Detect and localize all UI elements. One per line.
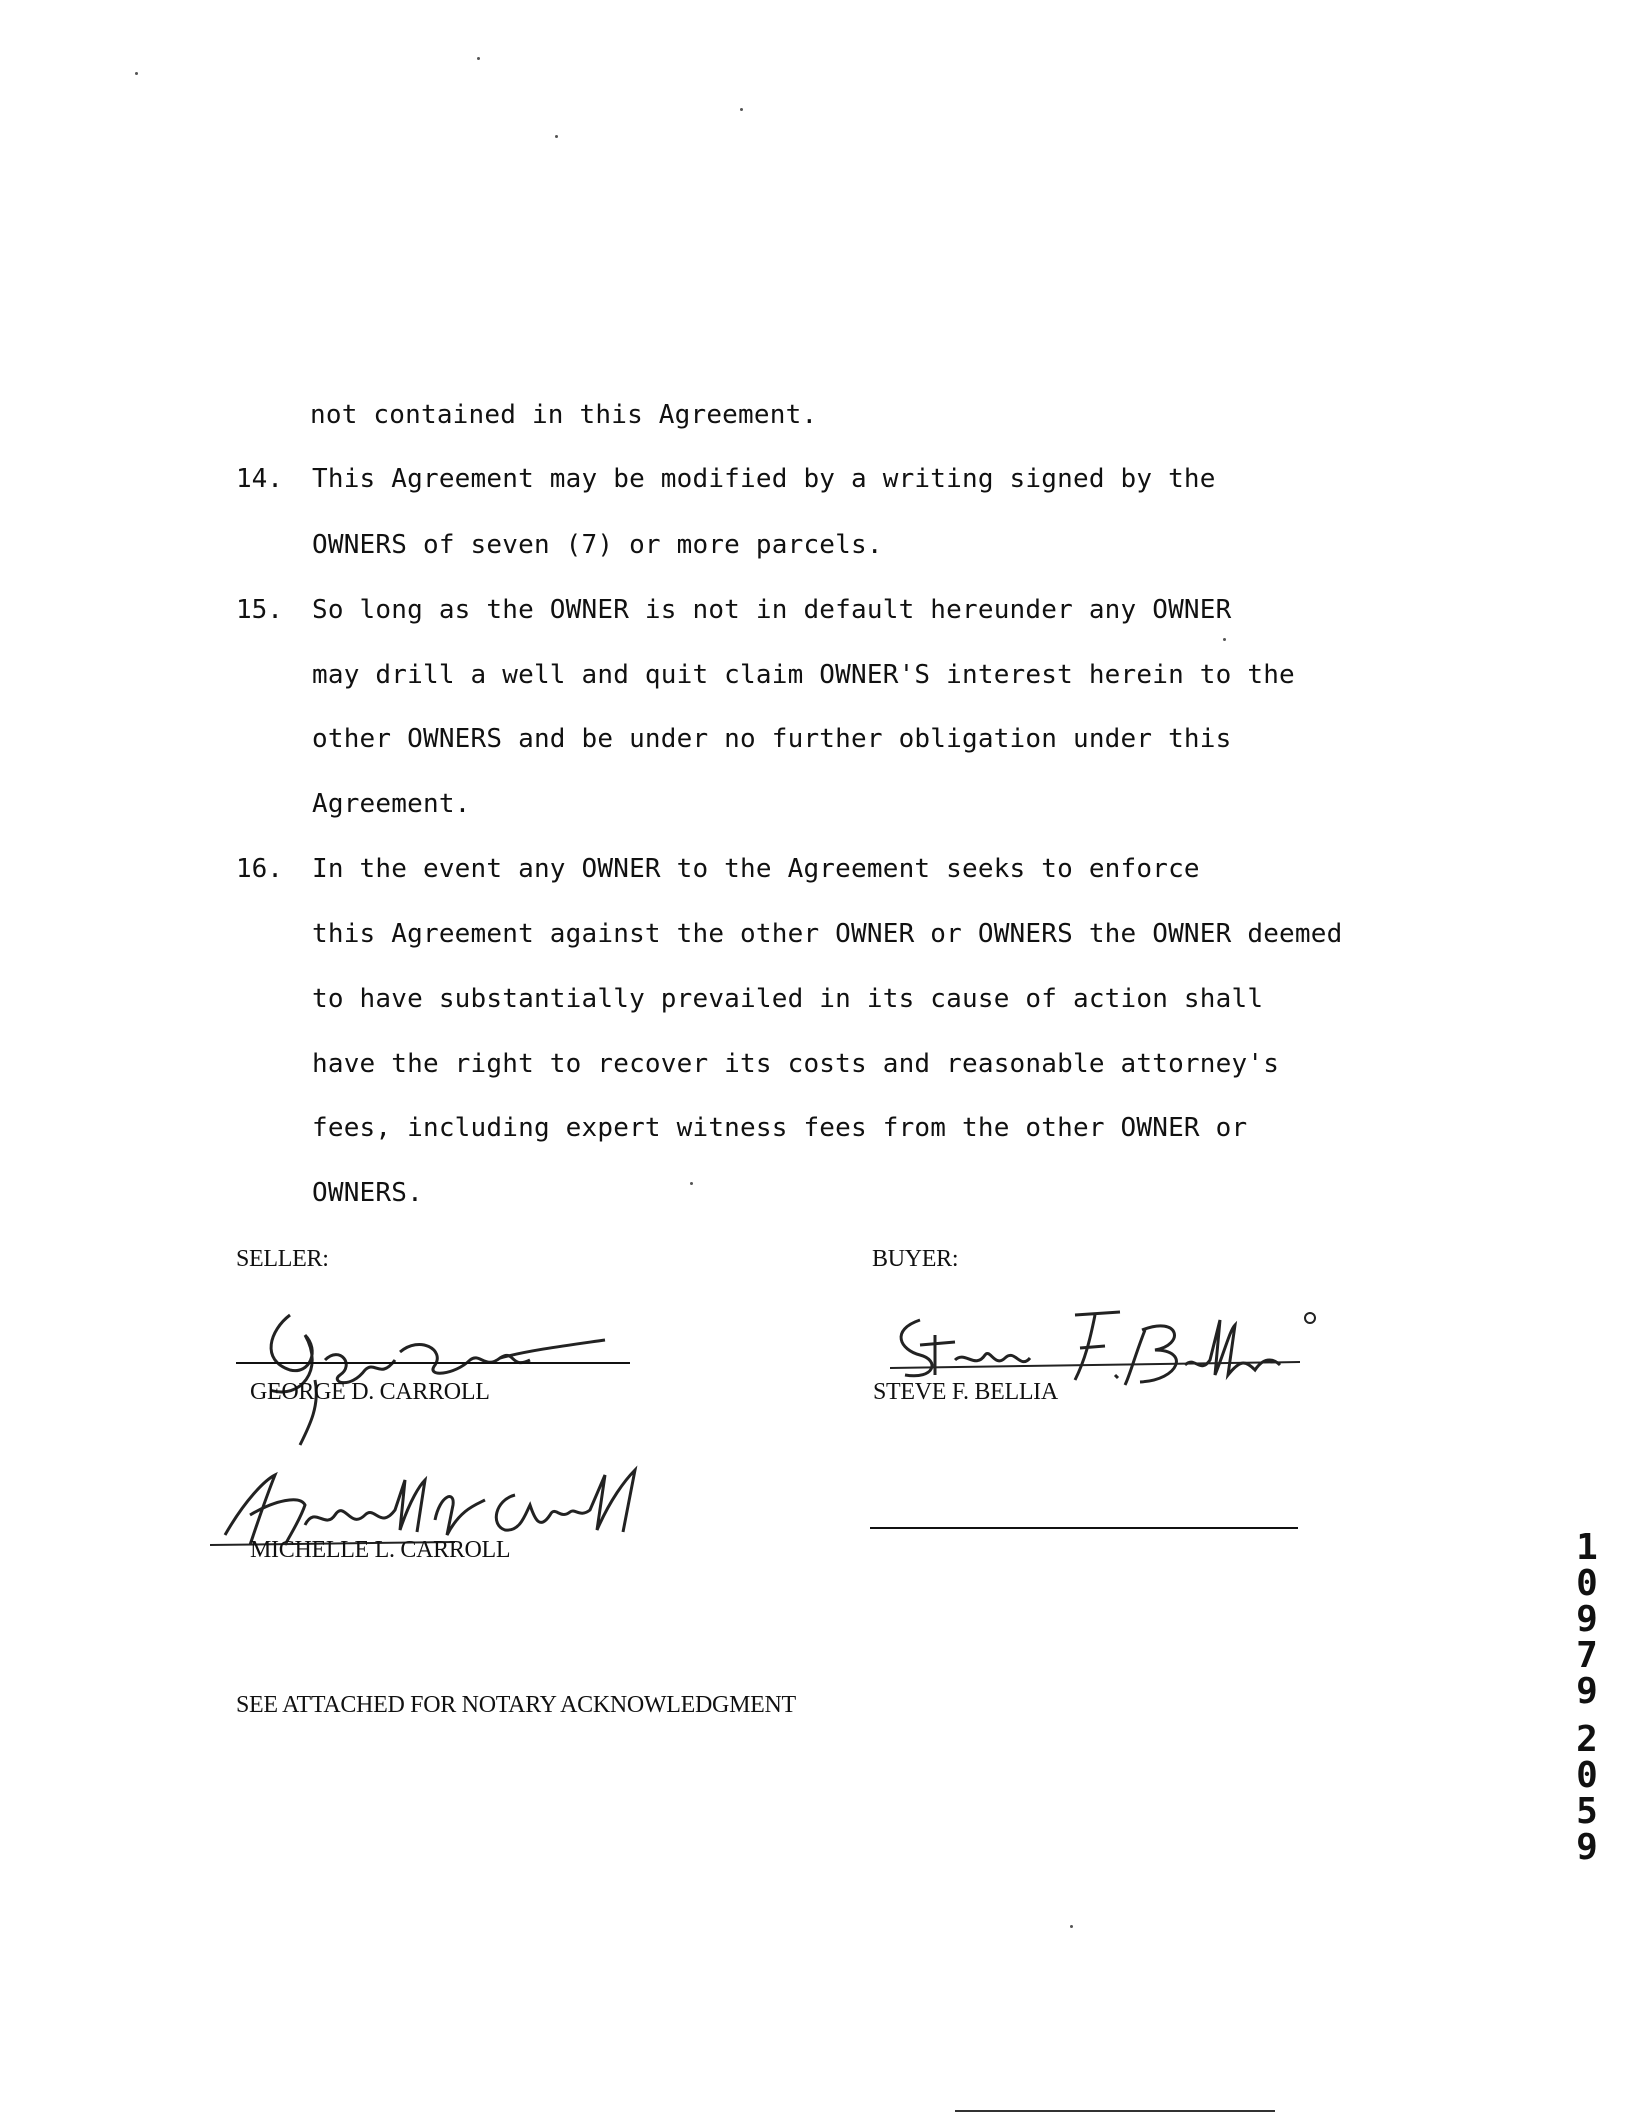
scan-speck: [477, 57, 480, 60]
buyer-2-signature-line: [870, 1527, 1298, 1529]
seller-george-signature: [230, 1290, 650, 1450]
scan-speck: [1070, 1925, 1073, 1928]
notary-note: SEE ATTACHED FOR NOTARY ACKNOWLEDGMENT: [236, 1692, 796, 1718]
item-number-14: 14.: [236, 464, 283, 494]
buyer-1-name: STEVE F. BELLIA: [873, 1379, 1058, 1405]
scan-speck: [740, 108, 743, 111]
stamp-digit: 0: [1576, 1563, 1598, 1604]
body-line-9: this Agreement against the other OWNER or OWNERS the OWNER deemed: [312, 919, 1343, 949]
body-line-11: have the right to recover its costs and reasonable attorney's: [312, 1049, 1280, 1079]
body-line-5: may drill a well and quit claim OWNER'S interest herein to the: [312, 660, 1295, 690]
stamp-digit: 5: [1576, 1791, 1598, 1832]
body-line-2: This Agreement may be modified by a writing signed by the: [312, 464, 1216, 494]
seller-label: SELLER:: [236, 1246, 329, 1272]
seller-1-name: GEORGE D. CARROLL: [250, 1379, 490, 1405]
seller-1-signature-line: [236, 1362, 630, 1364]
stamp-digit: 1: [1576, 1527, 1598, 1568]
recording-stamp-bottom: [1562, 1719, 1612, 1868]
stamp-digit: 9: [1576, 1599, 1598, 1640]
stamp-digit: 9: [1576, 1827, 1598, 1868]
recording-stamp-top: [1562, 1527, 1612, 1712]
scan-speck: [135, 72, 138, 75]
body-line-12: fees, including expert witness fees from the other OWNER or: [312, 1113, 1248, 1143]
body-line-13: OWNERS.: [312, 1178, 423, 1208]
scan-speck: [690, 1182, 693, 1185]
body-line-3: OWNERS of seven (7) or more parcels.: [312, 530, 883, 560]
seller-2-name: MICHELLE L. CARROLL: [250, 1537, 511, 1563]
body-line-7: Agreement.: [312, 789, 471, 819]
item-number-16: 16.: [236, 854, 283, 884]
body-line-8: In the event any OWNER to the Agreement seeks to enforce: [312, 854, 1200, 884]
stamp-digit: 2: [1576, 1719, 1598, 1760]
body-line-6: other OWNERS and be under no further obligation under this: [312, 724, 1232, 754]
body-line-4: So long as the OWNER is not in default hereunder any OWNER: [312, 595, 1232, 625]
stamp-digit: 0: [1576, 1755, 1598, 1796]
scan-speck: [1223, 638, 1226, 641]
item-number-15: 15.: [236, 595, 283, 625]
buyer-label: BUYER:: [872, 1246, 959, 1272]
footer-rule: [955, 2110, 1275, 2112]
body-line-1: not contained in this Agreement.: [310, 400, 818, 430]
body-line-10: to have substantially prevailed in its cause of action shall: [312, 984, 1264, 1014]
stamp-digit: 7: [1576, 1635, 1598, 1676]
scan-speck: [555, 135, 558, 138]
stamp-digit: 9: [1576, 1671, 1598, 1712]
